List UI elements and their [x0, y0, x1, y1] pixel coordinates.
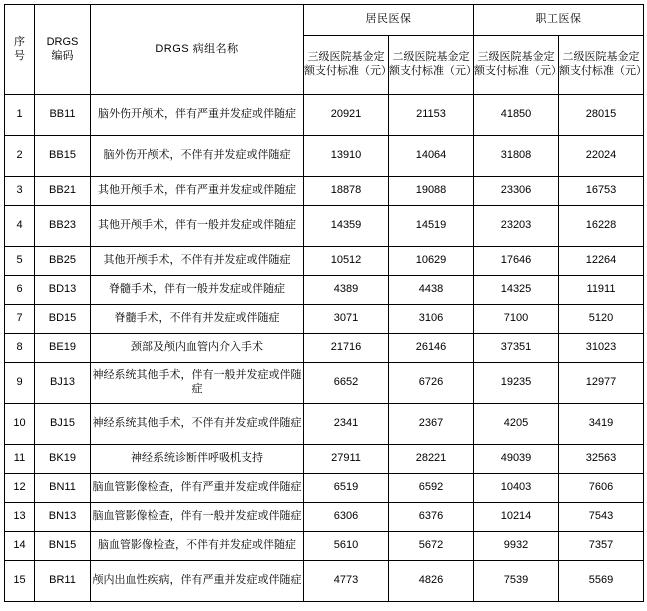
cell-employee-tier2: 7357: [559, 532, 644, 561]
cell-employee-tier3: 10214: [474, 503, 559, 532]
cell-drg-name: 脑外伤开颅术，伴有严重并发症或伴随症: [91, 95, 304, 136]
cell-resident-tier3: 14359: [304, 206, 389, 247]
cell-index: 9: [5, 363, 35, 404]
cell-employee-tier3: 14325: [474, 276, 559, 305]
cell-drg-name: 其他开颅手术，不伴有并发症或伴随症: [91, 247, 304, 276]
cell-employee-tier3: 7539: [474, 561, 559, 602]
cell-drg-name: 脑血管影像检查，不伴有并发症或伴随症: [91, 532, 304, 561]
cell-resident-tier2: 19088: [389, 177, 474, 206]
cell-index: 15: [5, 561, 35, 602]
cell-resident-tier3: 21716: [304, 334, 389, 363]
cell-drg-code: BD13: [35, 276, 91, 305]
column-group-header-resident-insurance: 居民医保: [304, 5, 474, 36]
cell-employee-tier2: 12264: [559, 247, 644, 276]
code-header-line1: DRGS: [46, 35, 79, 48]
cell-resident-tier3: 27911: [304, 445, 389, 474]
cell-employee-tier3: 41850: [474, 95, 559, 136]
cell-drg-code: BB11: [35, 95, 91, 136]
cell-employee-tier2: 16753: [559, 177, 644, 206]
table-row: [5, 95, 644, 136]
cell-drg-code: BJ15: [35, 404, 91, 445]
header-row-group: [5, 5, 644, 36]
table-row: [5, 474, 644, 503]
table-row: [5, 247, 644, 276]
cell-index: 8: [5, 334, 35, 363]
cell-resident-tier2: 26146: [389, 334, 474, 363]
cell-drg-name: 脑血管影像检查，伴有一般并发症或伴随症: [91, 503, 304, 532]
cell-employee-tier2: 5569: [559, 561, 644, 602]
table-row: [5, 404, 644, 445]
cell-employee-tier2: 22024: [559, 136, 644, 177]
cell-index: 3: [5, 177, 35, 206]
cell-employee-tier2: 7543: [559, 503, 644, 532]
column-header-resident-tier3: 三级医院基金定额支付标准（元）: [304, 36, 389, 95]
cell-resident-tier2: 14519: [389, 206, 474, 247]
table-body: [5, 95, 644, 602]
cell-resident-tier3: 6519: [304, 474, 389, 503]
column-header-employee-tier2: 二级医院基金定额支付标准（元）: [559, 36, 644, 95]
cell-employee-tier2: 28015: [559, 95, 644, 136]
table-row: [5, 503, 644, 532]
cell-employee-tier2: 31023: [559, 334, 644, 363]
code-header-line2: 编码: [51, 49, 74, 62]
cell-resident-tier3: 20921: [304, 95, 389, 136]
cell-drg-code: BN15: [35, 532, 91, 561]
cell-drg-name: 神经系统其他手术，伴有一般并发症或伴随症: [91, 363, 304, 404]
cell-employee-tier2: 7606: [559, 474, 644, 503]
table-header: [5, 5, 647, 95]
cell-employee-tier2: 5120: [559, 305, 644, 334]
table-row: [5, 334, 644, 363]
cell-resident-tier3: 6652: [304, 363, 389, 404]
cell-resident-tier3: 10512: [304, 247, 389, 276]
cell-drg-code: BE19: [35, 334, 91, 363]
column-header-resident-tier2: 二级医院基金定额支付标准（元）: [389, 36, 474, 95]
cell-index: 4: [5, 206, 35, 247]
table-row: [5, 532, 644, 561]
cell-employee-tier3: 23306: [474, 177, 559, 206]
cell-index: 7: [5, 305, 35, 334]
cell-drg-code: BJ13: [35, 363, 91, 404]
cell-resident-tier2: 4826: [389, 561, 474, 602]
column-header-name: DRGS 病组名称: [91, 5, 304, 95]
cell-drg-code: BK19: [35, 445, 91, 474]
cell-resident-tier3: 13910: [304, 136, 389, 177]
column-header-code: [35, 5, 91, 95]
cell-resident-tier2: 6592: [389, 474, 474, 503]
index-header-line2: 号: [14, 49, 25, 62]
cell-drg-name: 脑外伤开颅术，不伴有并发症或伴随症: [91, 136, 304, 177]
cell-drg-name: 脊髓手术，伴有一般并发症或伴随症: [91, 276, 304, 305]
cell-employee-tier2: 11911: [559, 276, 644, 305]
cell-employee-tier3: 10403: [474, 474, 559, 503]
cell-resident-tier3: 4773: [304, 561, 389, 602]
cell-index: 12: [5, 474, 35, 503]
cell-drg-code: BB25: [35, 247, 91, 276]
cell-index: 13: [5, 503, 35, 532]
cell-employee-tier3: 9932: [474, 532, 559, 561]
cell-resident-tier2: 3106: [389, 305, 474, 334]
cell-drg-code: BR11: [35, 561, 91, 602]
cell-index: 6: [5, 276, 35, 305]
column-header-employee-tier3: 三级医院基金定额支付标准（元）: [474, 36, 559, 95]
cell-resident-tier2: 28221: [389, 445, 474, 474]
cell-drg-name: 其他开颅手术，伴有严重并发症或伴随症: [91, 177, 304, 206]
drg-payment-standard-table: [4, 4, 647, 602]
cell-drg-name: 神经系统其他手术，不伴有并发症或伴随症: [91, 404, 304, 445]
cell-drg-code: BD15: [35, 305, 91, 334]
cell-resident-tier3: 6306: [304, 503, 389, 532]
column-header-index: [5, 5, 35, 95]
cell-employee-tier2: 16228: [559, 206, 644, 247]
cell-employee-tier3: 19235: [474, 363, 559, 404]
cell-employee-tier3: 37351: [474, 334, 559, 363]
table-row: [5, 561, 644, 602]
cell-resident-tier2: 10629: [389, 247, 474, 276]
table-row: [5, 305, 644, 334]
cell-index: 2: [5, 136, 35, 177]
cell-drg-code: BB21: [35, 177, 91, 206]
cell-employee-tier3: 7100: [474, 305, 559, 334]
cell-index: 5: [5, 247, 35, 276]
cell-drg-name: 脊髓手术，不伴有并发症或伴随症: [91, 305, 304, 334]
cell-employee-tier3: 17646: [474, 247, 559, 276]
cell-drg-code: BB23: [35, 206, 91, 247]
cell-resident-tier3: 4389: [304, 276, 389, 305]
cell-index: 14: [5, 532, 35, 561]
cell-employee-tier2: 3419: [559, 404, 644, 445]
cell-drg-name: 脑血管影像检查，伴有严重并发症或伴随症: [91, 474, 304, 503]
cell-drg-name: 其他开颅手术，伴有一般并发症或伴随症: [91, 206, 304, 247]
cell-drg-name: 颈部及颅内血管内介入手术: [91, 334, 304, 363]
cell-resident-tier2: 5672: [389, 532, 474, 561]
cell-employee-tier3: 31808: [474, 136, 559, 177]
cell-drg-name: 颅内出血性疾病，伴有严重并发症或伴随症: [91, 561, 304, 602]
cell-resident-tier3: 3071: [304, 305, 389, 334]
cell-resident-tier2: 14064: [389, 136, 474, 177]
cell-drg-code: BN11: [35, 474, 91, 503]
cell-employee-tier3: 49039: [474, 445, 559, 474]
cell-drg-name: 神经系统诊断伴呼吸机支持: [91, 445, 304, 474]
cell-resident-tier2: 2367: [389, 404, 474, 445]
cell-resident-tier2: 21153: [389, 95, 474, 136]
cell-employee-tier2: 12977: [559, 363, 644, 404]
index-header-line1: 序: [14, 35, 25, 48]
cell-resident-tier3: 2341: [304, 404, 389, 445]
cell-index: 11: [5, 445, 35, 474]
table-row: [5, 276, 644, 305]
cell-index: 10: [5, 404, 35, 445]
cell-resident-tier3: 5610: [304, 532, 389, 561]
cell-employee-tier3: 4205: [474, 404, 559, 445]
table-row: [5, 206, 644, 247]
column-group-header-employee-insurance: 职工医保: [474, 5, 644, 36]
cell-drg-code: BN13: [35, 503, 91, 532]
cell-drg-code: BB15: [35, 136, 91, 177]
table-row: [5, 363, 644, 404]
cell-employee-tier2: 32563: [559, 445, 644, 474]
cell-resident-tier3: 18878: [304, 177, 389, 206]
cell-employee-tier3: 23203: [474, 206, 559, 247]
cell-resident-tier2: 6376: [389, 503, 474, 532]
cell-resident-tier2: 6726: [389, 363, 474, 404]
table-row: [5, 177, 644, 206]
table-row: [5, 136, 644, 177]
table-row: [5, 445, 644, 474]
cell-index: 1: [5, 95, 35, 136]
cell-resident-tier2: 4438: [389, 276, 474, 305]
